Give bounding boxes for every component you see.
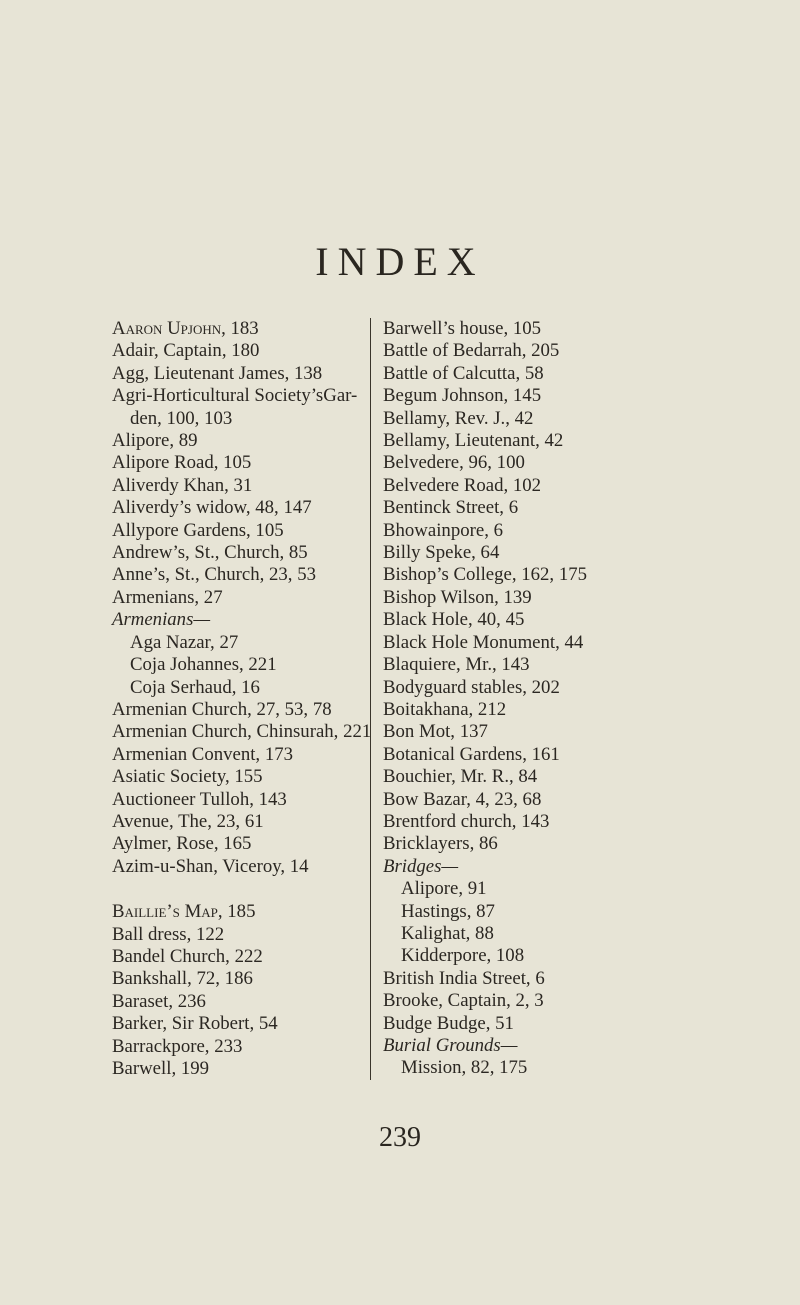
index-subentry: Kalighat, 88	[401, 922, 494, 944]
index-entry: Bellamy, Lieutenant, 42	[383, 430, 564, 452]
index-entry: Boitakhana, 212	[383, 698, 507, 720]
index-subentry: Hastings, 87	[401, 900, 495, 922]
index-entry: Baillie’s Map, 185	[112, 901, 256, 923]
index-entry: Battle of Calcutta, 58	[383, 362, 544, 384]
index-column-left	[112, 318, 372, 1080]
index-entry	[112, 385, 358, 407]
index-heading: Armenians—	[112, 609, 211, 631]
index-subentry: Mission, 82, 175	[401, 1057, 528, 1079]
index-entry: Avenue, The, 23, 61	[112, 810, 264, 832]
index-entry: Baraset, 236	[112, 990, 206, 1012]
index-entry-text: Gar-	[323, 385, 358, 407]
page-number: 239	[379, 1122, 421, 1153]
index-entry: Bon Mot, 137	[383, 721, 488, 743]
index-entry: Armenians, 27	[112, 586, 223, 608]
index-entry-text: Agri-Horticultural Society’s	[112, 385, 324, 407]
index-entry: Barker, Sir Robert, 54	[112, 1013, 278, 1035]
index-entry-continuation: den, 100, 103	[130, 407, 233, 429]
index-entry: Agg, Lieutenant James, 138	[112, 362, 323, 384]
index-entry: Battle of Bedarrah, 205	[383, 340, 560, 362]
index-entry: Aliverdy Khan, 31	[112, 474, 253, 496]
index-entry: Ball dress, 122	[112, 923, 225, 945]
index-subentry: Coja Serhaud, 16	[130, 676, 260, 698]
index-entry: Brentford church, 143	[383, 810, 550, 832]
index-heading: Burial Grounds—	[383, 1035, 518, 1056]
index-entry: Asiatic Society, 155	[112, 766, 263, 788]
page-title: INDEX	[315, 239, 485, 284]
index-entry: Barwell’s house, 105	[383, 318, 542, 339]
index-entry: Anne’s, St., Church, 23, 53	[112, 564, 316, 586]
index-entry: Bow Bazar, 4, 23, 68	[383, 788, 542, 810]
index-entry: British India Street, 6	[383, 967, 545, 989]
index-entry: Alipore Road, 105	[112, 452, 252, 474]
index-entry: Adair, Captain, 180	[112, 340, 260, 362]
index-entry: Bentinck Street, 6	[383, 497, 519, 519]
index-entry: Begum Johnson, 145	[383, 385, 542, 407]
index-entry: Aylmer, Rose, 165	[112, 833, 252, 855]
index-entry: Barrackpore, 233	[112, 1035, 243, 1057]
index-entry: Bricklayers, 86	[383, 833, 498, 855]
index-entry: Budge Budge, 51	[383, 1012, 514, 1034]
index-entry: Aliverdy’s widow, 48, 147	[112, 497, 312, 519]
index-heading: Bridges—	[383, 855, 459, 877]
index-entry: Armenian Church, 27, 53, 78	[112, 698, 332, 720]
index-subentry: Aga Nazar, 27	[130, 631, 239, 653]
index-entry: Allypore Gardens, 105	[112, 519, 284, 541]
index-entry: Belvedere Road, 102	[383, 474, 542, 496]
index-entry: Bankshall, 72, 186	[112, 968, 253, 990]
index-entry: Barwell, 199	[112, 1058, 210, 1079]
index-entry: Billy Speke, 64	[383, 542, 500, 564]
index-entry: Bellamy, Rev. J., 42	[383, 407, 534, 429]
index-entry: Bodyguard stables, 202	[383, 676, 560, 698]
index-entry: Azim-u-Shan, Viceroy, 14	[112, 855, 309, 877]
index-entry: Andrew’s, St., Church, 85	[112, 542, 308, 564]
index-entry: Bhowainpore, 6	[383, 519, 503, 541]
index-entry: Blaquiere, Mr., 143	[383, 654, 530, 676]
index-entry: Brooke, Captain, 2, 3	[383, 990, 544, 1012]
index-entry: Bishop Wilson, 139	[383, 586, 532, 608]
index-subentry: Coja Johannes, 221	[130, 654, 277, 676]
index-column-right	[370, 318, 643, 1080]
index-entry: Botanical Gardens, 161	[383, 743, 560, 765]
index-entry: Bandel Church, 222	[112, 945, 263, 967]
index-entry: Black Hole Monument, 44	[383, 631, 584, 653]
section-gap	[112, 878, 344, 901]
index-entry: Aaron Upjohn, 183	[112, 318, 259, 339]
index-entry: Alipore, 89	[112, 430, 198, 452]
index-entry: Bishop’s College, 162, 175	[383, 564, 587, 586]
index-entry: Bouchier, Mr. R., 84	[383, 766, 538, 788]
index-entry: Armenian Convent, 173	[112, 743, 293, 765]
index-entry: Black Hole, 40, 45	[383, 609, 525, 631]
index-entry: Auctioneer Tulloh, 143	[112, 788, 287, 810]
index-subentry: Alipore, 91	[401, 878, 487, 900]
index-subentry: Kidderpore, 108	[401, 945, 525, 967]
index-entry: Belvedere, 96, 100	[383, 452, 525, 474]
index-entry: Armenian Church, Chinsurah, 221	[112, 721, 372, 743]
